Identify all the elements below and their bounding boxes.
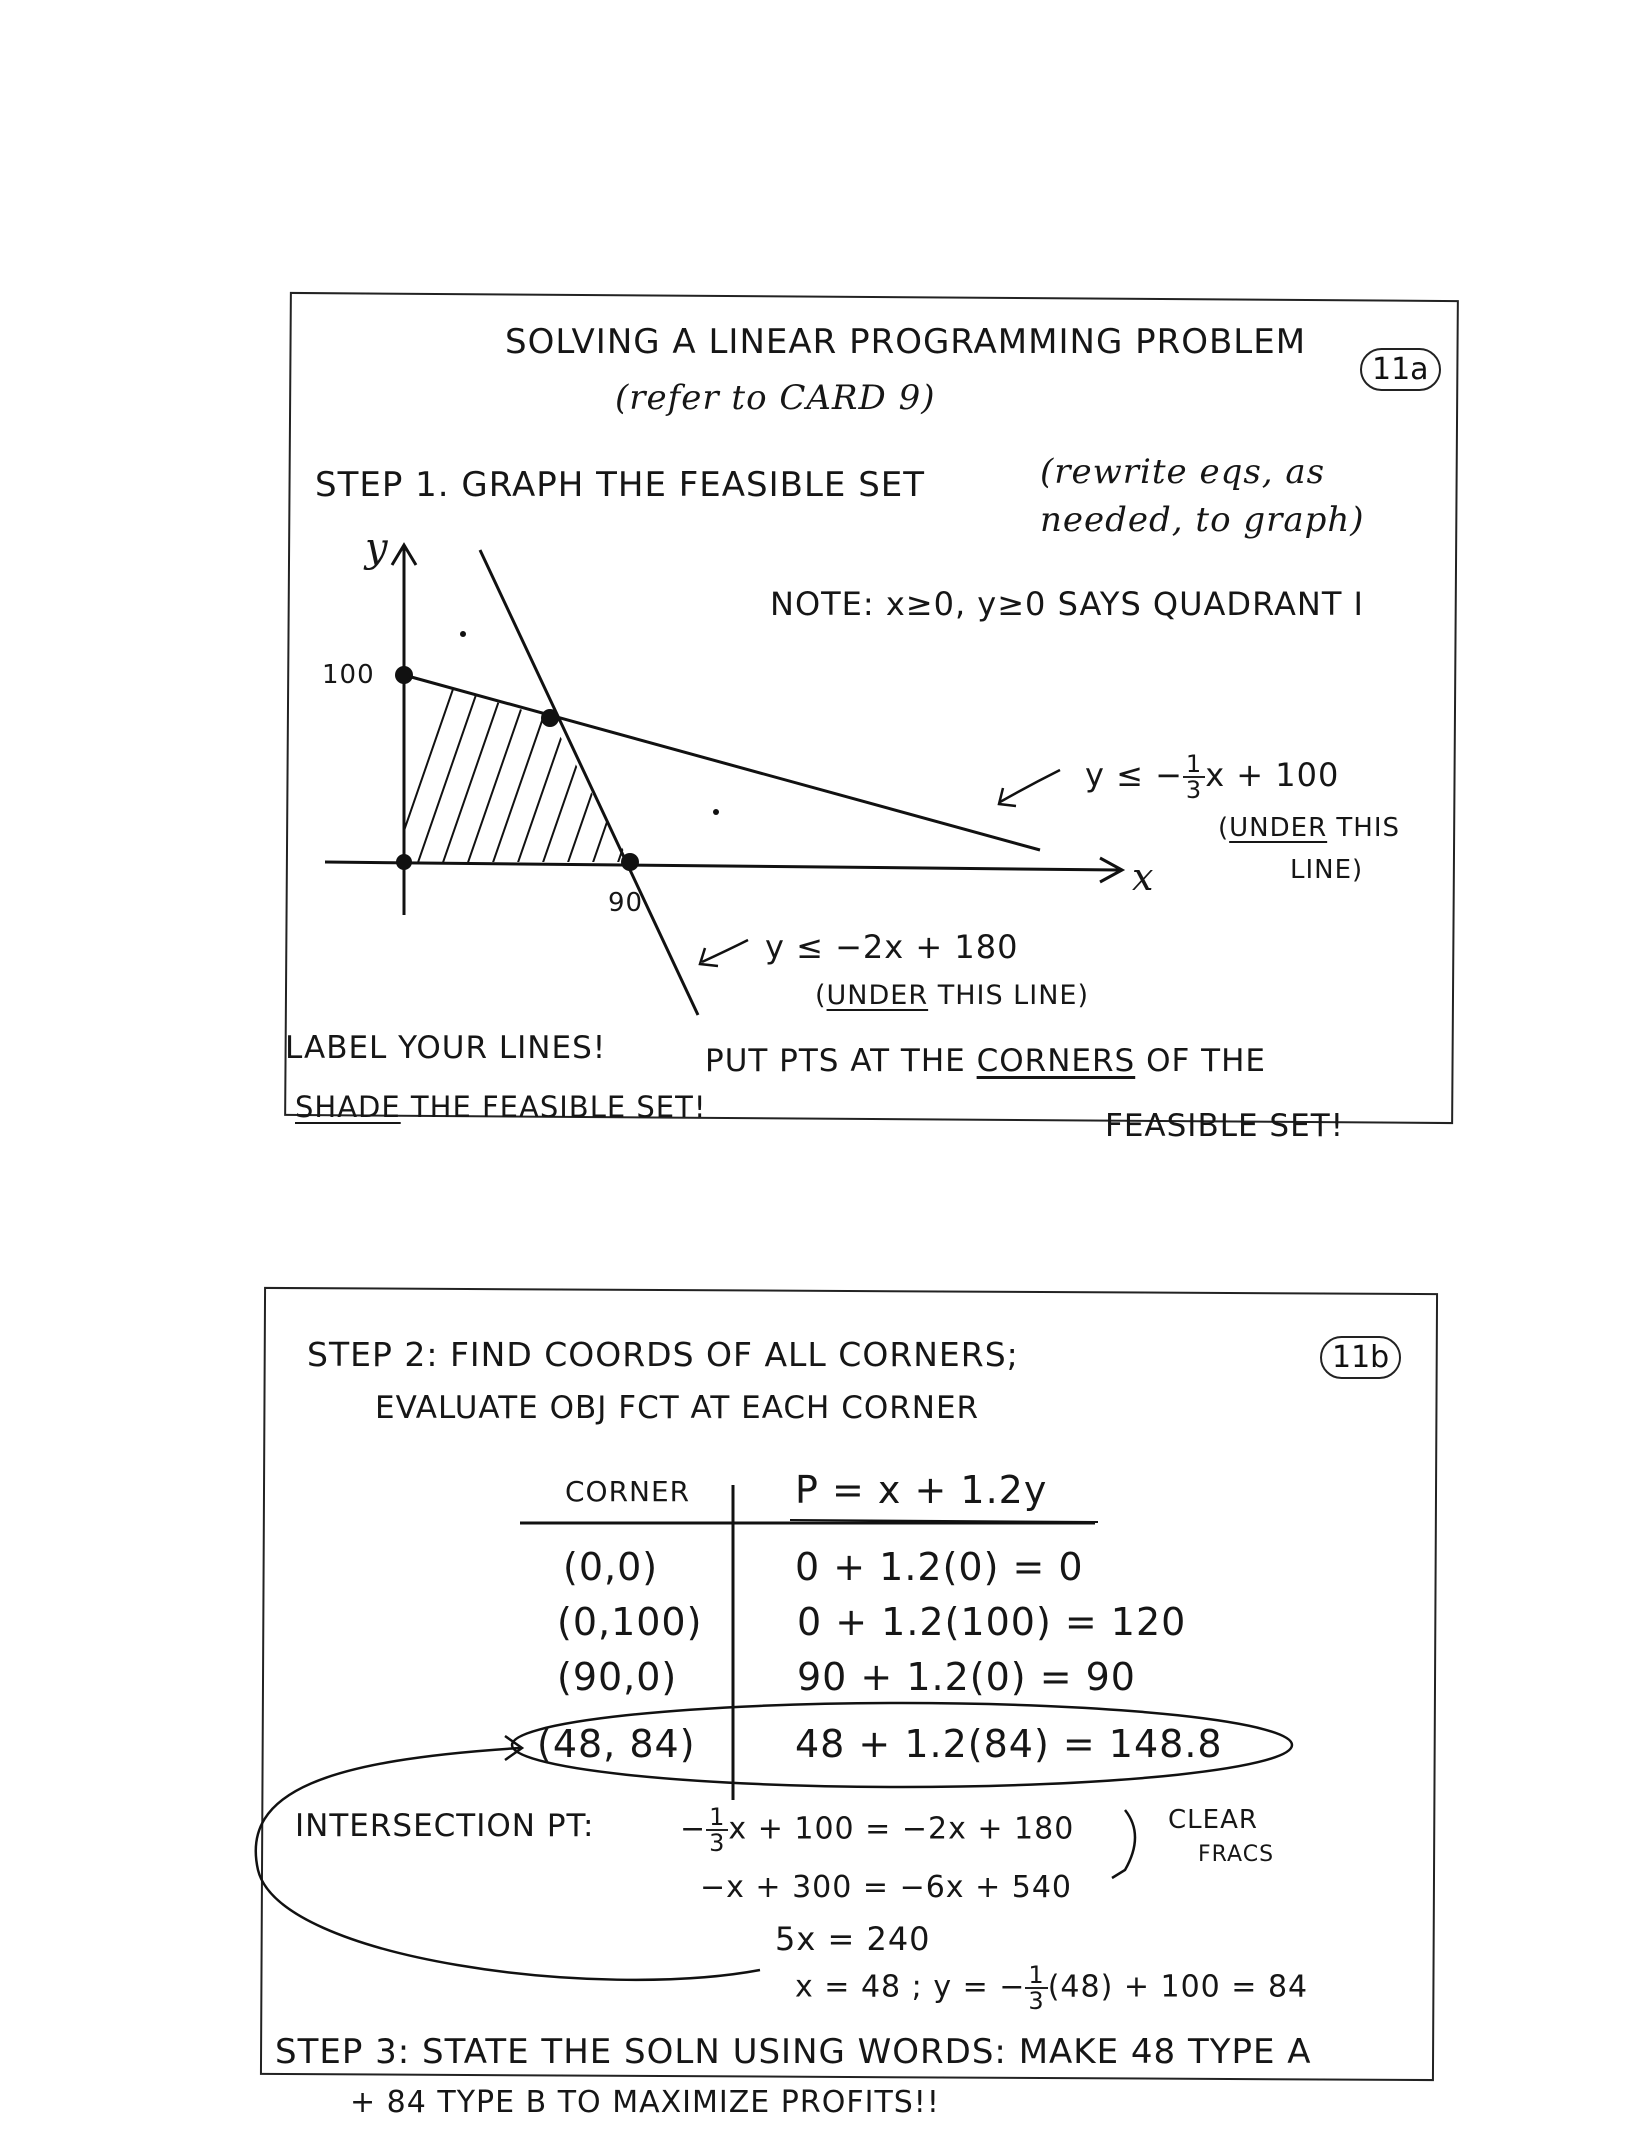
intersection-eq2: −x + 300 = −6x + 540 (700, 1870, 1073, 1905)
clear-fracs-note-line1: CLEAR (1168, 1805, 1258, 1835)
shade-instruction: SHADE THE FEASIBLE SET! (295, 1090, 707, 1124)
table-row-value: 0 + 1.2(100) = 120 (797, 1600, 1187, 1644)
constraint-note-1-line2: LINE) (1290, 855, 1364, 885)
card-title: SOLVING A LINEAR PROGRAMMING PROBLEM (505, 322, 1307, 362)
table-row-corner-optimal: (48, 84) (537, 1722, 696, 1766)
table-row-corner: (0,100) (557, 1600, 703, 1644)
rewrite-note-line2: needed, to graph) (1040, 500, 1365, 540)
constraint-note-1: (UNDER THIS (1218, 813, 1401, 843)
constraint-note-2: (UNDER THIS LINE) (815, 980, 1089, 1011)
x-axis-label: x (1132, 855, 1155, 899)
y-axis-label: y (365, 525, 389, 571)
rewrite-note-line1: (rewrite eqs, as (1040, 452, 1326, 492)
clear-fracs-note-line2: FRACS (1198, 1842, 1275, 1867)
constraint-label-2: y ≤ −2x + 180 (765, 928, 1019, 966)
label-lines-instruction: LABEL YOUR LINES! (285, 1030, 607, 1066)
intersection-label: INTERSECTION PT: (295, 1808, 595, 1844)
feasible-set-instruction: FEASIBLE SET! (1105, 1108, 1345, 1144)
x-tick-90: 90 (608, 888, 644, 918)
intersection-arrow (256, 1748, 760, 1980)
table-row-value: 0 + 1.2(0) = 0 (795, 1545, 1084, 1589)
card-badge-11b: 11b (1320, 1336, 1401, 1379)
put-points-instruction: PUT PTS AT THE CORNERS OF THE (705, 1043, 1266, 1079)
intersection-eq3: 5x = 240 (775, 1920, 931, 1958)
step1-heading: STEP 1. GRAPH THE FEASIBLE SET (315, 465, 926, 505)
table-row-value-optimal: 48 + 1.2(84) = 148.8 (795, 1722, 1223, 1766)
card-subtitle: (refer to CARD 9) (615, 378, 936, 418)
card-badge-11a: 11a (1360, 348, 1441, 391)
clear-fracs-brace (1112, 1810, 1135, 1878)
quadrant-note: NOTE: x≥0, y≥0 SAYS QUADRANT I (770, 585, 1364, 623)
table-row-value: 90 + 1.2(0) = 90 (797, 1655, 1136, 1699)
step3-line1: STEP 3: STATE THE SOLN USING WORDS: MAKE 48 TYPE A (275, 2032, 1312, 2072)
step2-heading-line2: EVALUATE OBJ FCT AT EACH CORNER (375, 1390, 980, 1426)
table-row-corner: (0,0) (563, 1545, 659, 1589)
step3-line2: + 84 TYPE B TO MAXIMIZE PROFITS!! (350, 2085, 940, 2120)
constraint-label-1: y ≤ − $\frac{1}{3}$ x + 100 (1085, 750, 1340, 804)
table-header-p: P = x + 1.2y (795, 1468, 1048, 1512)
step2-heading-line1: STEP 2: FIND COORDS OF ALL CORNERS; (307, 1335, 1019, 1374)
intersection-eq4: x = 48 ; y = − $\frac{1}{3}$ (48) + 100 = 84 (795, 1961, 1309, 2015)
table-row-corner: (90,0) (557, 1655, 678, 1699)
table-header-corner: CORNER (565, 1475, 691, 1508)
intersection-eq1: − $\frac{1}{3}$ x + 100 = −2x + 180 (680, 1803, 1075, 1857)
y-tick-100: 100 (322, 660, 375, 690)
